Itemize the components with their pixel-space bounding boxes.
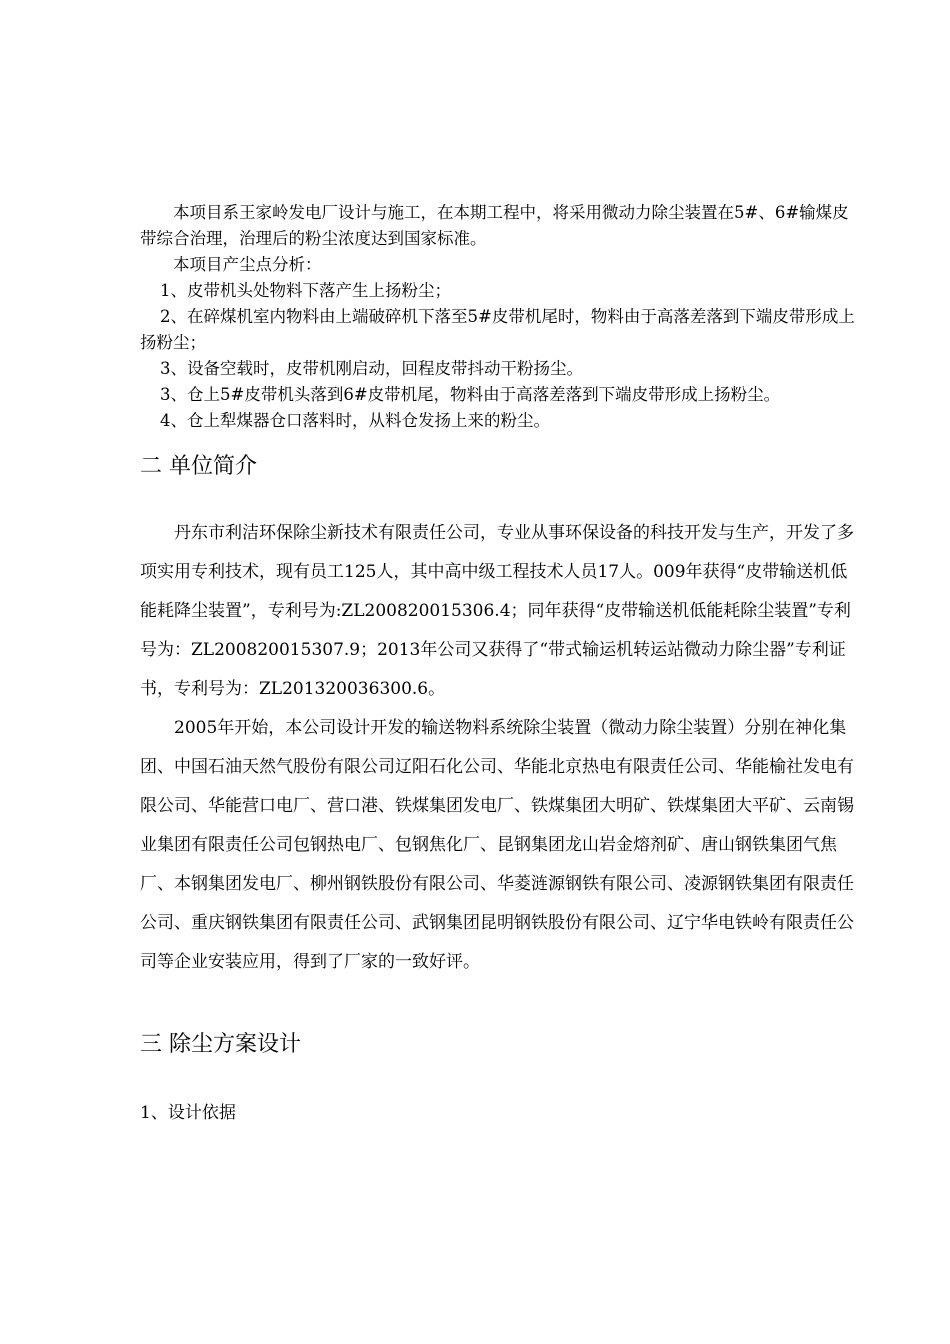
dust-source-analysis-title: 本项目产尘点分析： (173, 255, 322, 274)
dust-source-item: 3、设备空载时，皮带机刚启动，回程皮带抖动干粉扬尘。 (160, 359, 583, 378)
intro-paragraph: 本项目系王家岭发电厂设计与施工，在本期工程中，将采用微动力除尘装置在5#、6#输煤皮带综合治理，治理后的粉尘浓度达到国家标准。 (140, 203, 849, 248)
dust-source-item: 4、仓上犁煤器仓口落料时，从料仓发扬上来的粉尘。 (160, 411, 550, 430)
company-paragraph: 丹东市利洁环保除尘新技术有限责任公司，专业从事环保设备的科技开发与生产，开发了多项实用专利技术，现有员工125人，其中高中级工程技术人员17人。009年获得“皮带输送机低能耗降尘装置”，专利号为:ZL200820015306.4；同年获得“皮带输送机低能耗除尘装置”专利号为：ZL200820015307.9；2013年公司又获得了“带式输运机转运站微动力除尘器”专利证书，专利号为：ZL201320036300.6。 (140, 523, 854, 699)
company-clients-paragraph: 2005年开始，本公司设计开发的输送物料系统除尘装置（微动力除尘装置）分别在神化集团、中国石油天然气股份有限公司辽阳石化公司、华能北京热电有限责任公司、华能榆社发电有限公司、华能营口电厂、营口港、铁煤集团发电厂、铁煤集团大明矿、铁煤集团大平矿、云南锡业集团有限责任公司包钢热电厂、包钢焦化厂、昆钢集团龙山岩金熔剂矿、唐山钢铁集团气焦厂、本钢集团发电厂、柳州钢铁股份有限公司、华菱涟源钢铁有限公司、凌源钢铁集团有限责任公司、重庆钢铁集团有限责任公司、武钢集团昆明钢铁股份有限公司、辽宁华电铁岭有限责任公司等企业安装应用，得到了厂家的一致好评。 (140, 718, 854, 972)
company-profile-body (140, 514, 860, 982)
dust-source-item: 2、在碎煤机室内物料由上端破碎机下落至5#皮带机尾时，物料由于高落差落到下端皮带形成上扬粉尘； (140, 307, 855, 352)
section-heading-company-profile: 二 单位简介 (140, 454, 257, 479)
dust-source-item: 3、仓上5#皮带机头落到6#皮带机尾，物料由于高落差落到下端皮带形成上扬粉尘。 (160, 385, 781, 404)
dust-source-item: 1、皮带机头处物料下落产生上扬粉尘； (160, 281, 451, 300)
subsection-design-basis: 1、设计依据 (140, 1103, 236, 1123)
project-intro (140, 200, 860, 434)
section-heading-dust-removal-design: 三 除尘方案设计 (140, 1032, 301, 1057)
